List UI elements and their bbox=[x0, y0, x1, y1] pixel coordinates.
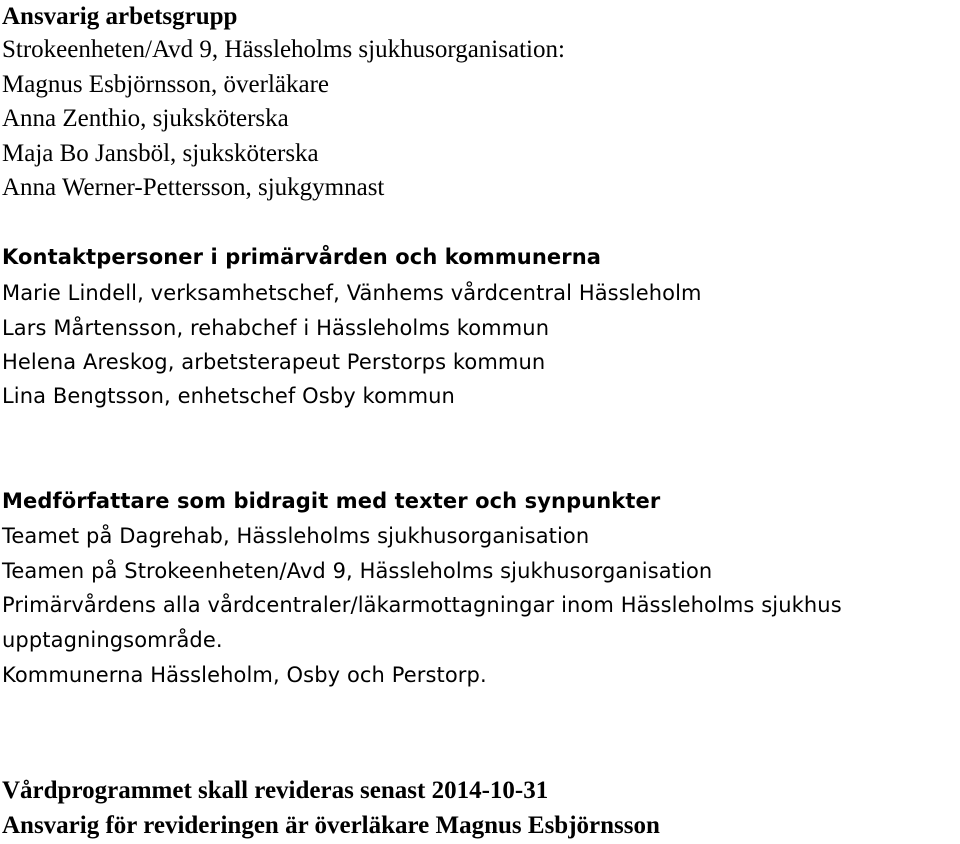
text-line: Helena Areskog, arbetsterapeut Perstorps kommun bbox=[2, 350, 546, 374]
text-line: Anna Zenthio, sjuksköterska bbox=[2, 105, 289, 132]
text-line: Teamen på Strokeenheten/Avd 9, Hässleholms sjukhusorganisation bbox=[2, 559, 713, 583]
text-line: Teamet på Dagrehab, Hässleholms sjukhusorganisation bbox=[2, 524, 590, 548]
text-line: Anna Werner-Pettersson, sjukgymnast bbox=[2, 174, 385, 201]
text-line: Lina Bengtsson, enhetschef Osby kommun bbox=[2, 384, 455, 408]
text-line: Primärvårdens alla vårdcentraler/läkarmottagningar inom Hässleholms sjukhus bbox=[2, 593, 842, 617]
section-heading-medforfattare: Medförfattare som bidragit med texter och synpunkter bbox=[2, 489, 661, 513]
text-line: Maja Bo Jansböl, sjuksköterska bbox=[2, 140, 319, 167]
text-line: Magnus Esbjörnsson, överläkare bbox=[2, 71, 330, 98]
text-line: upptagningsområde. bbox=[2, 628, 223, 652]
text-line: Marie Lindell, verksamhetschef, Vänhems vårdcentral Hässleholm bbox=[2, 281, 702, 305]
section-heading-kontaktpersoner: Kontaktpersoner i primärvården och kommunerna bbox=[2, 245, 602, 269]
text-line: Strokeenheten/Avd 9, Hässleholms sjukhusorganisation: bbox=[2, 36, 565, 63]
revision-date-line: Vårdprogrammet skall revideras senast 2014-10-31 bbox=[2, 777, 549, 804]
text-line: Kommunerna Hässleholm, Osby och Perstorp. bbox=[2, 663, 487, 687]
text-line: Lars Mårtensson, rehabchef i Hässleholms kommun bbox=[2, 316, 550, 340]
revision-responsible-line: Ansvarig för revideringen är överläkare Magnus Esbjörnsson bbox=[2, 812, 660, 839]
section-heading-ansvarig-arbetsgrupp: Ansvarig arbetsgrupp bbox=[2, 3, 238, 30]
